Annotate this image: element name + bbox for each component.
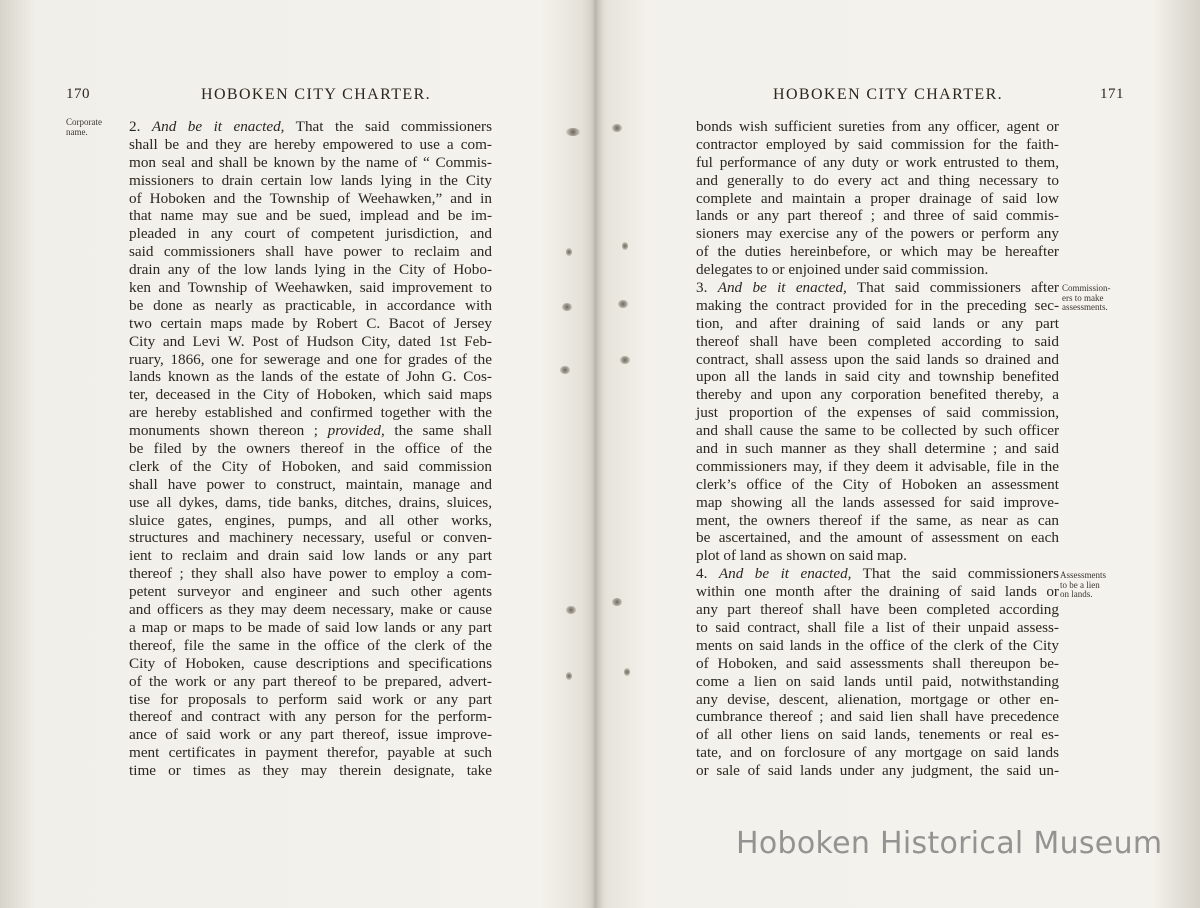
text-line-content: any part thereof shall have been completed according — [696, 601, 1059, 619]
text-line-content: 2. — [129, 118, 152, 135]
margin-note-line: name. — [66, 126, 88, 137]
text-line-content: and officers as they may deem necessary, make or cause — [129, 601, 492, 619]
margin-note-line: assessments. — [1062, 302, 1108, 312]
section-enactment-phrase: And be it enacted, — [718, 565, 852, 583]
text-line-content: City of Hoboken, cause descriptions and specifications — [129, 654, 492, 672]
text-line-content: ruary, 1866, one for sewerage and one for grades of the — [129, 350, 492, 368]
text-line-content: sluice gates, engines, pumps, and all other works, — [129, 511, 492, 529]
text-line-content: a map or maps to be made of said low lands or any part — [129, 618, 492, 636]
text-line — [696, 422, 1059, 440]
text-line — [129, 708, 492, 726]
text-line-content: are hereby established and confirmed together with the — [129, 404, 492, 422]
text-line — [696, 315, 1059, 333]
text-line — [696, 243, 1059, 261]
text-line-content: structures and machinery necessary, useful or conven- — [129, 529, 492, 547]
text-line-content: thereof and contract with any person for the perform- — [129, 708, 492, 726]
text-line-content: sioners may exercise any of the powers or perform any — [696, 225, 1059, 243]
text-line-content: to said contract, shall file a list of their unpaid assess- — [696, 618, 1059, 636]
text-line-content: of Hoboken and the Township of Weehawken,” and in — [129, 189, 492, 207]
text-line — [129, 243, 492, 261]
text-line — [129, 458, 492, 476]
text-line — [129, 368, 492, 386]
text-line-content: map showing all the lands assessed for said improve- — [696, 493, 1059, 511]
text-line — [129, 512, 492, 530]
binding-hole — [612, 598, 622, 606]
text-line-content: be done as nearly as practicable, in accordance with — [129, 296, 492, 314]
text-line-content: contractor employed by said commission for the faith- — [696, 135, 1059, 153]
text-line — [696, 601, 1059, 619]
text-line-content: or sale of said lands under any judgment, the said un- — [696, 762, 1059, 780]
binding-hole — [566, 248, 572, 256]
text-line — [696, 207, 1059, 225]
text-line — [696, 691, 1059, 709]
text-line-content: bonds wish sufficient sureties from any officer, agent or — [696, 118, 1059, 135]
text-line — [696, 762, 1059, 780]
binding-hole — [566, 606, 576, 614]
text-line — [129, 637, 492, 655]
text-line-content: of Hoboken, and said assessments shall thereupon be- — [696, 654, 1059, 672]
text-line — [696, 512, 1059, 530]
right-page-number: 171 — [1100, 86, 1124, 102]
text-line-content: That said commissioners after — [846, 279, 1059, 297]
text-line — [696, 386, 1059, 404]
text-line-content: monuments shown thereon ; — [129, 422, 328, 440]
right-body-text — [696, 118, 1059, 780]
text-line-content: complete and maintain a proper drainage of said low — [696, 189, 1059, 207]
text-line — [696, 726, 1059, 744]
section-enactment-phrase: And be it enacted, — [151, 118, 285, 135]
binding-hole — [622, 242, 628, 250]
text-line — [696, 565, 1059, 583]
text-line-content: lands or any part thereof ; and three of said commis- — [696, 207, 1059, 225]
text-line-content: plot of land as shown on said map. — [696, 547, 907, 565]
text-line-content: of all other liens on said lands, tenements or real es- — [696, 726, 1059, 744]
text-line-content: thereof ; they shall also have power to employ a com- — [129, 565, 492, 583]
margin-note-line: Corporate — [66, 117, 102, 127]
text-line — [129, 297, 492, 315]
text-line — [129, 655, 492, 673]
text-line — [696, 476, 1059, 494]
text-line-content: drain any of the low lands lying in the City of Hobo- — [129, 261, 492, 279]
right-running-head: HOBOKEN CITY CHARTER. — [773, 86, 1004, 103]
binding-hole — [560, 366, 570, 374]
text-line — [129, 279, 492, 297]
text-line-content: shall be and they are hereby empowered to use a com- — [129, 135, 492, 153]
text-line — [129, 619, 492, 637]
text-line — [129, 583, 492, 601]
left-running-head: HOBOKEN CITY CHARTER. — [201, 86, 432, 103]
binding-hole — [566, 672, 572, 680]
text-line-content: pleaded in any court of competent jurisdiction, and — [129, 225, 492, 243]
text-line-content: ient to reclaim and drain said low lands or any part — [129, 547, 492, 565]
section-enactment-phrase: And be it enacted, — [717, 279, 847, 297]
margin-note-line: on lands. — [1060, 589, 1093, 599]
text-line-content: tion, and after draining of said lands or any part — [696, 314, 1059, 332]
text-line-content: just proportion of the expenses of said commission, — [696, 404, 1059, 422]
text-line — [129, 565, 492, 583]
text-line-content: ment, the owners thereof if the same, as near as can — [696, 511, 1059, 529]
text-line — [696, 368, 1059, 386]
text-line — [129, 744, 492, 762]
text-line — [696, 744, 1059, 762]
text-line — [129, 762, 492, 780]
text-line — [129, 225, 492, 243]
text-line-content: thereof, file the same in the office of the clerk of the — [129, 636, 492, 654]
text-line-content: any devise, descent, alienation, mortgage or other en- — [696, 690, 1059, 708]
text-line — [696, 136, 1059, 154]
margin-note-line: ers to make — [1062, 292, 1104, 303]
text-line — [129, 529, 492, 547]
text-line — [129, 404, 492, 422]
text-line-content: said commissioners shall have power to reclaim and — [129, 243, 492, 261]
text-line-content: be filed by the owners thereof in the office of the — [129, 440, 492, 458]
text-line — [696, 261, 1059, 279]
text-line — [696, 172, 1059, 190]
left-page — [0, 0, 595, 908]
text-line-content: time or times as they may therein designate, take — [129, 762, 492, 780]
left-page-number: 170 — [66, 86, 90, 102]
text-line-content: contract, shall assess upon the said lands so drained and — [696, 350, 1059, 368]
text-line — [129, 154, 492, 172]
text-line-content: mon seal and shall be known by the name of “ Commis- — [129, 153, 492, 171]
museum-watermark: Hoboken Historical Museum — [736, 826, 1163, 861]
text-line-content: cumbrance thereof ; and said lien shall have precedence — [696, 708, 1059, 726]
text-line — [129, 494, 492, 512]
text-line-content: 3. — [696, 279, 718, 297]
text-line — [696, 440, 1059, 458]
section-enactment-phrase: provided, — [327, 422, 385, 440]
margin-note-commissioners — [1062, 284, 1111, 313]
text-line — [129, 315, 492, 333]
text-line-content: of the duties hereinbefore, or which may be hereafter — [696, 243, 1059, 261]
text-line — [129, 136, 492, 154]
text-line — [129, 673, 492, 691]
margin-note-assessments — [1060, 571, 1106, 600]
binding-hole — [562, 303, 572, 311]
text-line — [696, 494, 1059, 512]
text-line-content: clerk of the City of Hoboken, and said commission — [129, 457, 492, 475]
text-line — [696, 583, 1059, 601]
text-line — [696, 225, 1059, 243]
text-line — [696, 351, 1059, 369]
text-line — [696, 708, 1059, 726]
left-body-text — [129, 118, 492, 780]
text-line — [129, 547, 492, 565]
text-line-content: upon all the lands in said city and township benefited — [696, 368, 1059, 386]
text-line-content: two certain maps made by Robert C. Bacot of Jersey — [129, 314, 492, 332]
margin-note-line: Assessments — [1060, 570, 1107, 580]
text-line-content: thereby and upon any corporation benefited thereby, a — [696, 386, 1059, 404]
text-line-content: ance of said work or any part thereof, issue improve- — [129, 726, 492, 744]
text-line-content: within one month after the draining of said lands or — [696, 583, 1059, 601]
text-line-content: City and Levi W. Post of Hudson City, dated 1st Feb- — [129, 332, 492, 350]
text-line — [696, 458, 1059, 476]
text-line-content: the same shall — [384, 422, 492, 440]
text-line-content: delegates to or enjoined under said commission. — [696, 261, 989, 279]
text-line — [696, 333, 1059, 351]
margin-note-line: Commission- — [1062, 283, 1111, 293]
text-line-content: That the said commissioners — [851, 565, 1059, 583]
text-line — [696, 619, 1059, 637]
text-line — [696, 655, 1059, 673]
text-line-content: that name may sue and be sued, implead and be im- — [129, 207, 492, 225]
text-line — [696, 279, 1059, 297]
text-line — [129, 386, 492, 404]
text-line-content: ken and Township of Weehawken, said improvement to — [129, 279, 492, 297]
text-line-content: ful performance of any duty or work entrusted to them, — [696, 153, 1059, 171]
text-line-content: of the work or any part thereof to be prepared, advert- — [129, 672, 492, 690]
text-line-content: ments on said lands in the office of the clerk of the City — [696, 636, 1059, 654]
text-line — [696, 529, 1059, 547]
text-line-content: tise for proposals to perform said work or any part — [129, 690, 492, 708]
text-line — [696, 118, 1059, 136]
text-line-content: ment certificates in payment therefor, payable at such — [129, 744, 492, 762]
binding-hole — [620, 356, 630, 364]
text-line — [129, 172, 492, 190]
text-line-content: be ascertained, and the amount of assessment on each — [696, 529, 1059, 547]
text-line-content: come a lien on said lands until paid, notwithstanding — [696, 672, 1059, 690]
text-line-content: and in such manner as they shall determine ; and said — [696, 440, 1059, 458]
text-line — [129, 333, 492, 351]
text-line — [696, 154, 1059, 172]
text-line — [696, 190, 1059, 208]
right-page — [600, 0, 1200, 908]
text-line-content: tate, and on forclosure of any mortgage on said lands — [696, 744, 1059, 762]
text-line — [129, 726, 492, 744]
text-line-content: ter, deceased in the City of Hoboken, which said maps — [129, 386, 492, 404]
text-line — [696, 404, 1059, 422]
text-line — [129, 261, 492, 279]
text-line — [129, 691, 492, 709]
text-line — [129, 422, 492, 440]
text-line — [696, 297, 1059, 315]
text-line — [129, 440, 492, 458]
text-line — [696, 673, 1059, 691]
margin-note-line: to be a lien — [1060, 579, 1100, 590]
binding-hole — [566, 128, 580, 136]
text-line — [129, 207, 492, 225]
text-line-content: lands known as the lands of the estate of John G. Cos- — [129, 368, 492, 386]
text-line-content: shall have power to construct, maintain, manage and — [129, 475, 492, 493]
margin-note-corporate-name — [66, 118, 102, 137]
text-line — [129, 190, 492, 208]
text-line — [129, 601, 492, 619]
text-line-content: 4. — [696, 565, 719, 583]
binding-hole — [618, 300, 628, 308]
text-line-content: commissioners may, if they deem it advisable, file in the — [696, 457, 1059, 475]
text-line — [129, 351, 492, 369]
text-line-content: petent surveyor and engineer and such other agents — [129, 583, 492, 601]
text-line-content: making the contract provided for in the preceding sec- — [696, 296, 1059, 314]
text-line — [696, 637, 1059, 655]
text-line — [129, 118, 492, 136]
binding-hole — [624, 668, 630, 676]
text-line-content: use all dykes, dams, tide banks, ditches, drains, sluices, — [129, 493, 492, 511]
text-line — [696, 547, 1059, 565]
text-line-content: and generally to do every act and thing necessary to — [696, 171, 1059, 189]
text-line — [129, 476, 492, 494]
text-line-content: thereof shall have been completed according to said — [696, 332, 1059, 350]
text-line-content: That the said commissioners — [284, 118, 492, 135]
text-line-content: missioners to drain certain low lands lying in the City — [129, 171, 492, 189]
text-line-content: and shall cause the same to be collected by such officer — [696, 422, 1059, 440]
binding-hole — [612, 124, 622, 132]
text-line-content: clerk’s office of the City of Hoboken an assessment — [696, 475, 1059, 493]
